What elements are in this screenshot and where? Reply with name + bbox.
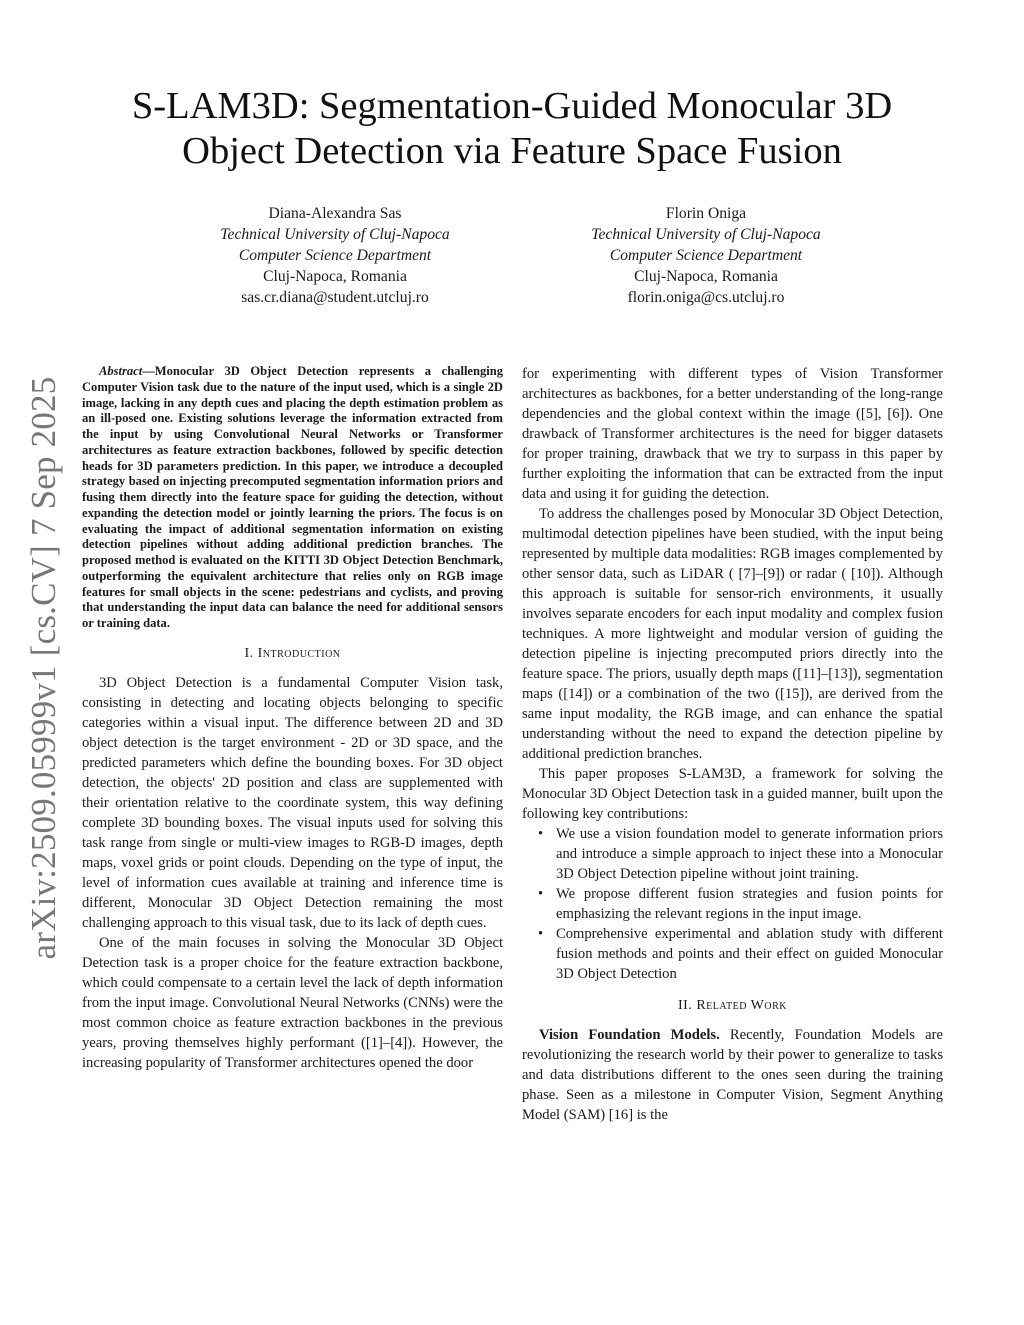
section-heading-introduction [82,644,503,664]
paragraph: To address the challenges posed by Monocular 3D Object Detection, multimodal detection pipelines have been studied, with the input being represented by multiple data modalities: RGB images complemented by other sensor data, such as LiDAR ( [7]–[9]) or radar ( [10]). Although this approach is suitable for sensor-rich environments, it usually involves separate encoders for each input modality and complex fusion techniques. A more lightweight and modular version of guiding the detection pipeline is injecting precomputed priors directly into the feature space. The priors, usually depth maps ([11]–[13]), segmentation maps ([14]) or a combination of the two ([15]), are derived from the same input modality, the RGB image, and can enhance the spatial understanding without the need to expand the detection pipeline by additional prediction branches. [522,506,943,762]
author-block-1 [175,203,495,308]
list-item-text: We propose different fusion strategies and fusion points for emphasizing the relevant regions in the input image. [556,886,943,922]
arxiv-identifier: arXiv:2509.05999v1 [cs.CV] 7 Sep 2025 [24,376,63,960]
title-line-1: S-LAM3D: Segmentation-Guided Monocular 3D [131,85,893,127]
left-column [82,364,503,1073]
bullet-icon: • [538,826,544,842]
list-item [522,824,943,884]
author-university: Technical University of Cluj-Napoca [591,226,821,243]
list-item [522,924,943,984]
title-line-2: Object Detection via Feature Space Fusion [182,130,842,172]
paragraph-heading: Vision Foundation Models. [539,1027,720,1043]
abstract-text: —Monocular 3D Object Detection represents a challenging Computer Vision task due to the nature of the input used, which is a single 2D image, lacking in any depth cues and placing the depth estimation problem as an ill-posed one. Existing solutions leverage the information extracted from the input by using Convolutional Neural Networks or Transformer architectures as feature extraction backbones, followed by specific detection heads for 3D parameters prediction. In this paper, we introduce a decoupled strategy based on injecting precomputed segmentation information priors and fusing them directly into the feature space for guiding the detection, without expanding the detection model or jointly learning the priors. The focus is on evaluating the impact of additional segmentation information on existing detection pipelines without adding additional prediction branches. The proposed method is evaluated on the KITTI 3D Object Detection Benchmark, outperforming the equivalent architecture that relies only on RGB image features for small objects in the scene: pedestrians and cyclists, and proving that understanding the input data can balance the need for additional sensors or training data. [82,364,503,630]
paragraph: 3D Object Detection is a fundamental Computer Vision task, consisting in detecting and locating objects belonging to specific categories within a visual input. The difference between 2D and 3D object detection is the target environment - 2D or 3D space, and the predicted parameters which define the bounding boxes. For 3D object detection, the objects' 2D position and class are supplemented with their orientation relative to the coordinate system, this way defining complete 3D bounding boxes. The visual inputs used for solving this task range from single or multi-view images to RGB-D images, depth maps, voxel grids or point clouds. Depending on the type of input, the level of information cues available at training and inference time is different, Monocular 3D Object Detection remaining the most challenging approach to this visual task, due to its lack of depth cues. [82,674,503,931]
list-item [522,884,943,924]
author-department: Computer Science Department [609,247,803,264]
author-location: Cluj-Napoca, Romania [634,268,778,285]
section-title: Introduction [257,645,341,661]
paper-title [80,84,944,174]
right-column [522,364,943,1125]
author-email: sas.cr.diana@student.utcluj.ro [241,289,429,306]
abstract-label: Abstract [99,364,143,378]
paragraph: This paper proposes S-LAM3D, a framework for solving the Monocular 3D Object Detection task in a guided manner, built upon the following key contributions: [522,766,943,822]
author-location: Cluj-Napoca, Romania [263,268,407,285]
paragraph-text: Recently, Foundation Models are revolutionizing the research world by their power to generalize to tasks and data distributions different to the ones seen during the training phase. Seen as a milestone in Computer Vision, Segment Anything Model (SAM) [16] is the [522,1027,943,1123]
author-name: Diana-Alexandra Sas [268,205,402,222]
section-heading-related-work [522,996,943,1016]
author-university: Technical University of Cluj-Napoca [220,226,450,243]
contributions-list [522,824,943,984]
arxiv-stamp [14,378,74,958]
paragraph: One of the main focuses in solving the Monocular 3D Object Detection task is a proper choice for the feature extraction backbone, which could compensate to a certain level the lack of depth information from the input image. Convolutional Neural Networks (CNNs) were the most common choice as feature extraction backbones in the previous years, proving themselves highly performant ([1]–[4]). However, the increasing popularity of Transformer architectures opened the door [82,934,503,1071]
author-email: florin.oniga@cs.utcluj.ro [627,289,785,306]
list-item-text: We use a vision foundation model to generate information priors and introduce a simple approach to inject these into a Monocular 3D Object Detection pipeline without joint training. [556,826,943,882]
author-block-2 [546,203,866,308]
list-item-text: Comprehensive experimental and ablation study with different fusion methods and points and their effect on guided Monocular 3D Object Detection [556,926,943,982]
paragraph [522,1025,943,1125]
section-number: II. [677,998,693,1013]
bullet-icon: • [538,926,544,942]
paragraph: for experimenting with different types of Vision Transformer architectures as backbones, for a better understanding of the long-range dependencies and the global context within the image ([5], [6]). One drawback of Transformer architectures is the need for bigger datasets for proper training, drawback that we try to surpass in this paper by further exploiting the information that can be extracted from the input data and using it for guiding the detection. [522,366,943,502]
bullet-icon: • [538,886,544,902]
abstract [82,364,503,632]
author-name: Florin Oniga [665,205,747,222]
section-number: I. [244,645,254,661]
author-department: Computer Science Department [238,247,432,264]
section-title: Related Work [696,998,787,1013]
